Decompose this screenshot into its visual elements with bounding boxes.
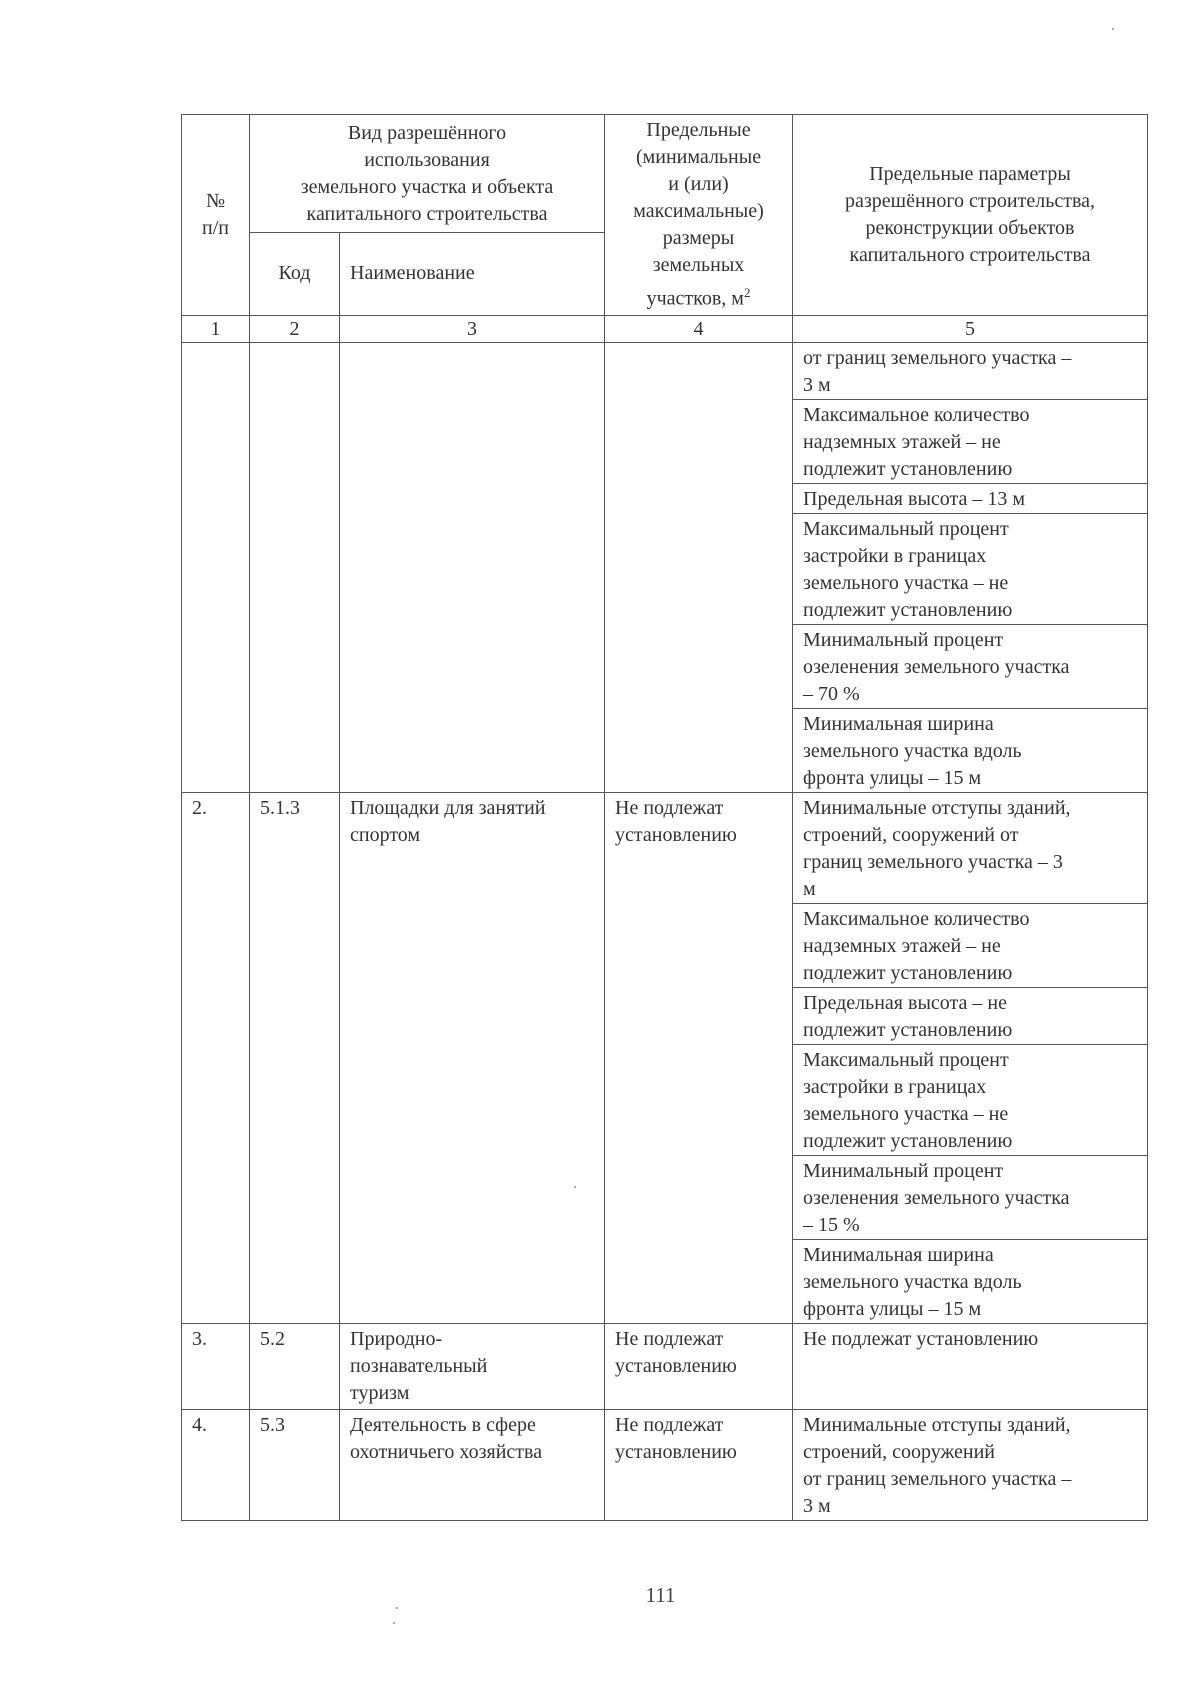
column-number-2: 2 (250, 315, 340, 342)
row-num-text: 4. (192, 1413, 207, 1436)
row-params (793, 1409, 1148, 1520)
row-num-text: 2. (192, 796, 207, 819)
table-row (182, 792, 1148, 1323)
header-use-type (250, 115, 605, 233)
param-item: Предельная высота – не подлежит установлению (793, 987, 1147, 1044)
row-num (182, 1409, 250, 1520)
row-params (793, 1323, 1148, 1409)
header-params-text: Предельные параметры разрешённого строительства, реконструкции объектов капитального строительства (845, 162, 1096, 266)
param-item: Минимальные отступы зданий, строений, сооружений от границ земельного участка – 3 м (803, 1413, 1072, 1517)
table-row (182, 342, 1148, 792)
row-params (793, 342, 1148, 792)
row-num (182, 1323, 250, 1409)
header-code: Код (250, 233, 340, 316)
row-code (250, 1409, 340, 1520)
row-name (340, 1323, 605, 1409)
param-item: Максимальное количество надземных этажей – не подлежит установлению (793, 903, 1147, 987)
param-item: Не подлежат установлению (803, 1327, 1039, 1350)
row-num (182, 342, 250, 792)
table-row (182, 1409, 1148, 1520)
row-code-text: 5.2 (260, 1327, 285, 1350)
header-num (182, 115, 250, 316)
table-row (182, 1323, 1148, 1409)
row-size (605, 1323, 793, 1409)
row-params (793, 792, 1148, 1323)
row-name-text: Площадки для занятий спортом (350, 796, 546, 846)
row-size (605, 1409, 793, 1520)
param-item: Минимальная ширина земельного участка вдоль фронта улицы – 15 м (793, 1239, 1147, 1323)
row-name (340, 342, 605, 792)
header-params (793, 115, 1148, 316)
row-name-text: Природно- познавательный туризм (350, 1327, 488, 1404)
row-code (250, 342, 340, 792)
column-number-3: 3 (340, 315, 605, 342)
row-code-text: 5.1.3 (260, 796, 300, 819)
row-num (182, 792, 250, 1323)
row-num-text: 3. (192, 1327, 207, 1350)
header-row (182, 115, 1148, 233)
row-name (340, 792, 605, 1323)
column-numbers-row (182, 315, 1148, 342)
row-size-text: Не подлежат установлению (615, 796, 737, 846)
table-body (182, 115, 1148, 1521)
row-size (605, 792, 793, 1323)
param-item: Минимальный процент озеленения земельного участка – 70 % (793, 624, 1147, 708)
scan-speck (393, 1622, 395, 1624)
scan-speck (1112, 28, 1114, 30)
row-code (250, 1323, 340, 1409)
land-use-table (181, 114, 1148, 1521)
row-name-text: Деятельность в сфере охотничьего хозяйства (350, 1413, 543, 1463)
row-code-text: 5.3 (260, 1413, 285, 1436)
param-item: от границ земельного участка – 3 м (803, 346, 1072, 396)
param-item: Максимальное количество надземных этажей – не подлежит установлению (793, 399, 1147, 483)
page-number: 111 (645, 1583, 676, 1607)
header-plot-size-text: Предельные (минимальные и (или) максимальные) размеры земельных участков, $м^2$ (633, 119, 764, 310)
row-size (605, 342, 793, 792)
column-number-1: 1 (182, 315, 250, 342)
param-item: Максимальный процент застройки в границах земельного участка – не подлежит установлению (793, 1044, 1147, 1155)
scan-speck (574, 1186, 576, 1188)
column-number-5: 5 (793, 315, 1148, 342)
row-name (340, 1409, 605, 1520)
row-code (250, 792, 340, 1323)
param-item: Предельная высота – 13 м (793, 483, 1147, 513)
row-size-text: Не подлежат установлению (615, 1327, 737, 1377)
param-item: Максимальный процент застройки в границах земельного участка – не подлежит установлению (793, 513, 1147, 624)
param-item: Минимальный процент озеленения земельного участка – 15 % (793, 1155, 1147, 1239)
scan-speck (396, 1607, 398, 1609)
header-num-text: № п/п (202, 189, 229, 239)
header-name: Наименование (340, 233, 605, 316)
row-size-text: Не подлежат установлению (615, 1413, 737, 1463)
header-plot-size (605, 115, 793, 316)
param-item: Минимальная ширина земельного участка вдоль фронта улицы – 15 м (793, 708, 1147, 792)
param-item: Минимальные отступы зданий, строений, сооружений от границ земельного участка – 3 м (803, 796, 1071, 900)
header-use-type-text: Вид разрешённого использования земельного участка и объекта капитального строительства (300, 121, 554, 225)
column-number-4: 4 (605, 315, 793, 342)
